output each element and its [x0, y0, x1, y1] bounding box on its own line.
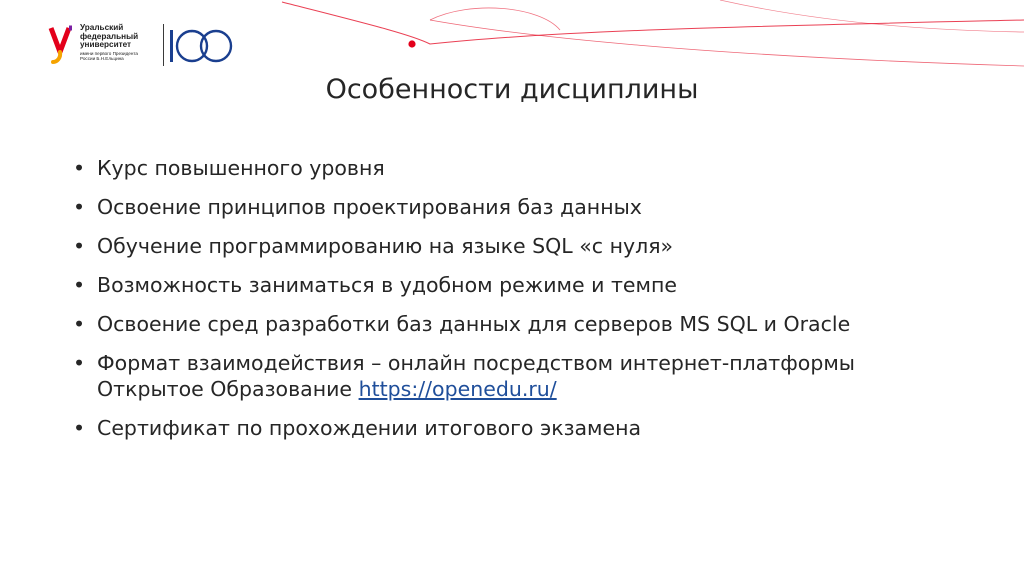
urfu-logo-mark-icon: [48, 22, 74, 66]
red-curve-top: [282, 2, 1024, 44]
bullet-text: Освоение принципов проектирования баз данных: [97, 195, 642, 219]
bullet-text: Возможность заниматься в удобном режиме и темпе: [97, 273, 677, 297]
logo-subtitle-line-2: России Б.Н.Ельцина: [80, 56, 124, 62]
red-dot: [408, 40, 415, 47]
bullet-text: Обучение программированию на языке SQL «с нуля»: [97, 234, 674, 258]
university-logo: [48, 22, 248, 70]
bullet-item: [70, 311, 1000, 337]
format-text-line-2: Открытое Образование: [97, 377, 359, 401]
logo-line: федеральный: [80, 31, 139, 41]
bullet-item: [70, 233, 1000, 259]
logo-divider: [163, 24, 164, 66]
bullet-item: [70, 194, 1000, 220]
bullet-text: Сертификат по прохождении итогового экзамена: [97, 416, 642, 440]
bullet-marker: •: [73, 416, 86, 440]
slide-title: Особенности дисциплины: [325, 74, 699, 105]
bullet-item: [70, 272, 1000, 298]
red-curve-lower: [430, 20, 1024, 66]
openedu-link[interactable]: https://openedu.ru/: [358, 377, 557, 401]
red-curve-arc: [430, 8, 560, 30]
bullet-item: [70, 415, 1000, 441]
bullet-item-format: [70, 350, 1000, 402]
bullet-text: Освоение сред разработки баз данных для серверов MS SQL и Oracle: [97, 312, 851, 336]
format-text-line-1: Формат взаимодействия – онлайн посредством интернет-платформы: [97, 351, 855, 375]
bullet-marker: •: [73, 312, 86, 336]
bullet-marker: •: [73, 195, 86, 219]
red-curve-right: [720, 0, 1024, 32]
100-years-anniversary-icon: [166, 24, 242, 68]
bullet-marker: •: [73, 156, 86, 180]
logo-line: университет: [80, 40, 132, 50]
bullet-item: [70, 155, 1000, 181]
bullet-text: Курс повышенного уровня: [97, 156, 385, 180]
bullet-marker: •: [73, 234, 86, 258]
logo-line: Уральский: [80, 23, 124, 32]
bullet-marker: •: [73, 273, 86, 297]
bullet-list: [70, 155, 1000, 454]
logo-subtitle-line-1: имени первого Президента: [80, 50, 138, 56]
bullet-marker: •: [73, 351, 86, 375]
